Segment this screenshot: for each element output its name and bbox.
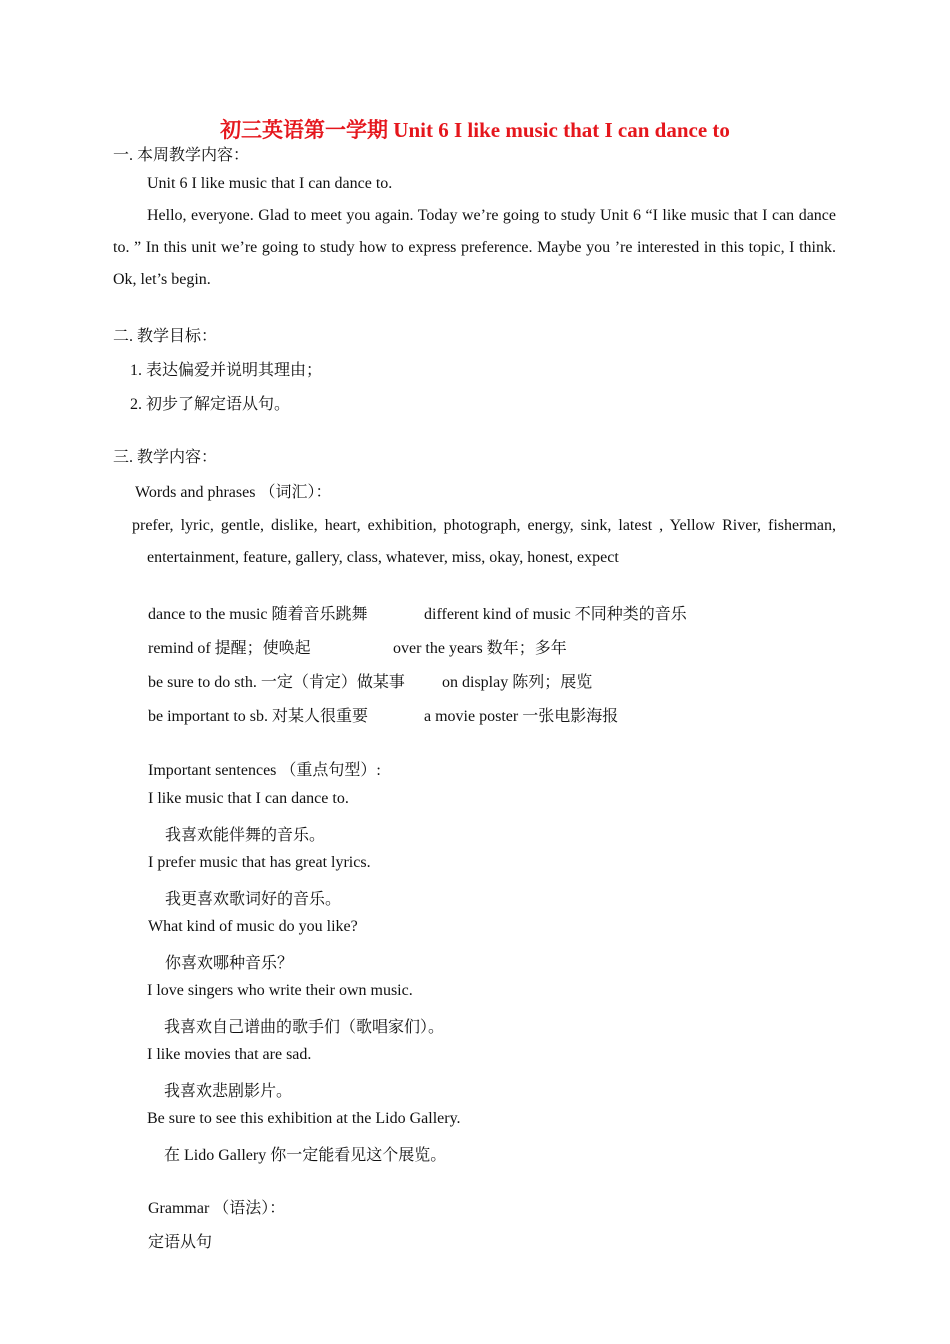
objective-item: 2. 初步了解定语从句。 xyxy=(130,396,291,413)
grammar-item: 定语从句 xyxy=(148,1234,213,1251)
sentence-chinese: 在 Lido Gallery 你一定能看见这个展览。 xyxy=(164,1147,447,1164)
phrase-left: be sure to do sth. 一定（肯定）做某事 xyxy=(148,674,405,691)
unit-line: Unit 6 I like music that I can dance to. xyxy=(147,175,393,192)
sentence-english: What kind of music do you like? xyxy=(148,918,358,935)
sentence-english: I prefer music that has great lyrics. xyxy=(148,854,371,871)
sentence-english: I like movies that are sad. xyxy=(147,1046,312,1063)
phrase-left: remind of 提醒；使唤起 xyxy=(148,640,311,657)
phrase-left: dance to the music 随着音乐跳舞 xyxy=(148,606,368,623)
document-title: 初三英语第一学期 Unit 6 I like music that I can dance to xyxy=(220,118,730,142)
vocabulary-line: prefer, lyric, gentle, dislike, heart, exhibition, photograph, energy, sink, latest , Yellow River, fisherman, xyxy=(132,517,836,534)
section-3-heading: 三. 教学内容： xyxy=(113,449,218,466)
intro-paragraph: Hello, everyone. Glad to meet you again. Today we’re going to study Unit 6 “I like music that I can dance to. ” In this unit we’re going to study how to express preference. Maybe you ’re interested in this topic, I think. Ok, let’s begin. xyxy=(113,207,836,288)
phrase-right: a movie poster 一张电影海报 xyxy=(424,708,619,725)
sentence-english: I love singers who write their own music. xyxy=(147,982,413,999)
phrase-right: different kind of music 不同种类的音乐 xyxy=(424,606,687,623)
sentence-chinese: 我喜欢悲剧影片。 xyxy=(164,1083,293,1100)
sentence-chinese: 我更喜欢歌词好的音乐。 xyxy=(165,891,342,908)
sentence-chinese: 你喜欢哪种音乐？ xyxy=(165,955,294,972)
sentence-chinese: 我喜欢自己谱曲的歌手们（歌唱家们）。 xyxy=(164,1019,445,1036)
section-1-heading: 一. 本周教学内容： xyxy=(113,147,250,164)
sentence-english: Be sure to see this exhibition at the Lido Gallery. xyxy=(147,1110,461,1127)
sentence-english: I like music that I can dance to. xyxy=(148,790,349,807)
sentence-chinese: 我喜欢能伴舞的音乐。 xyxy=(165,827,326,844)
section-2-heading: 二. 教学目标： xyxy=(113,328,218,345)
sentences-heading: Important sentences （重点句型）: xyxy=(148,762,381,779)
vocabulary-line: entertainment, feature, gallery, class, whatever, miss, okay, honest, expect xyxy=(147,549,619,566)
phrase-left: be important to sb. 对某人很重要 xyxy=(148,708,368,725)
grammar-heading: Grammar （语法）： xyxy=(148,1200,286,1217)
phrase-right: over the years 数年；多年 xyxy=(393,640,567,657)
words-heading: Words and phrases （词汇）： xyxy=(135,484,332,501)
objective-item: 1. 表达偏爱并说明其理由； xyxy=(130,362,323,379)
phrase-right: on display 陈列；展览 xyxy=(442,674,593,691)
